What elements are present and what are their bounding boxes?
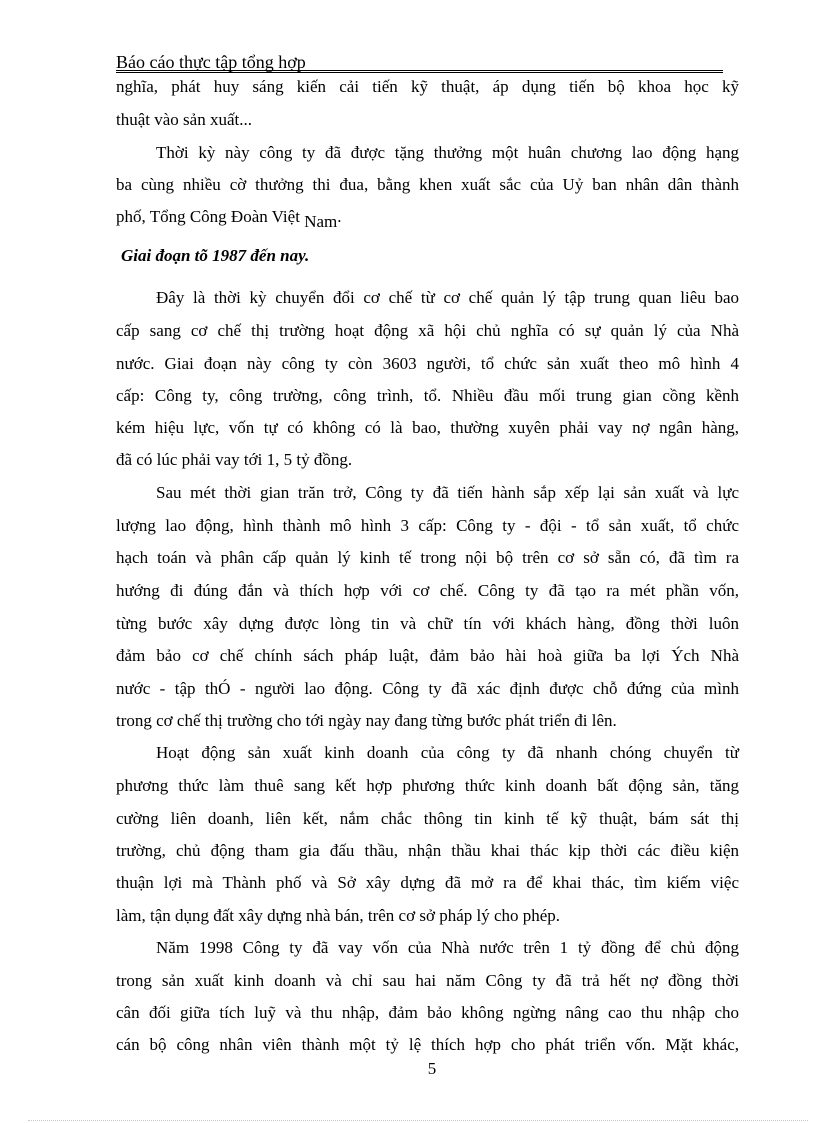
footer-dotted-rule	[28, 1120, 808, 1121]
text-line: Hoạt động sản xuất kinh doanh của công ty đã nhanh chóng chuyển từ	[156, 743, 739, 762]
text-line: cấp: Công ty, công trường, công trình, tổ. Nhiều đầu mối trung gian cồng kềnh	[116, 386, 739, 405]
text-line: Đây là thời kỳ chuyển đổi cơ chế từ cơ chế quản lý tập trung quan liêu bao	[156, 288, 739, 307]
text-line: thuận lợi mà Thành phố và Sở xây dựng đã mở ra để khai thác, tìm kiếm việc	[116, 873, 739, 892]
text-line: đã có lúc phải vay tới 1, 5 tỷ đồng.	[116, 450, 353, 469]
subscript-word: Nam	[304, 212, 338, 231]
text-line: nước - tập thÓ - người lao động. Công ty đã xác định được chỗ đứng của mình	[116, 679, 739, 698]
text-line: làm, tận dụng đất xây dựng nhà bán, trên cơ sở pháp lý cho phép.	[116, 906, 561, 925]
text-line: thuật vào sản xuất...	[116, 110, 252, 129]
text-line-with-subscript	[116, 206, 739, 231]
text-line: cấp sang cơ chế thị trường hoạt động xã hội chủ nghĩa có sự quản lý của Nhà	[116, 321, 739, 340]
text-line: nghĩa, phát huy sáng kiến cải tiến kỹ thuật, áp dụng tiến bộ khoa học kỹ	[116, 77, 739, 96]
text-line: cán bộ công nhân viên thành một tỷ lệ thích hợp cho phát triển vốn. Mặt khác,	[116, 1035, 739, 1054]
text-line: nước. Giai đoạn này công ty còn 3603 người, tổ chức sản xuất theo mô hình 4	[116, 354, 739, 373]
text-line: Thời kỳ này công ty đã được tặng thưởng một huân chương lao động hạng	[156, 143, 739, 162]
text-line: trong cơ chế thị trường cho tới ngày nay đang từng bước phát triển đi lên.	[116, 711, 617, 730]
text-line: hướng đi đúng đắn và thích hợp với cơ chế. Công ty đã tạo ra mét phần vốn,	[116, 581, 739, 600]
text-fragment: phố, Tổng Công Đoàn Việt	[116, 207, 300, 226]
text-line: kém hiệu lực, vốn tự có không có là bao, thường xuyên phải vay nợ ngân hàng,	[116, 418, 739, 437]
section-heading: Giai đoạn tõ 1987 đến nay.	[121, 246, 310, 265]
text-line: phương thức làm thuê sang kết hợp phương thức kinh doanh bất động sản, tăng	[116, 776, 739, 795]
text-line: cân đối giữa tích luỹ và thu nhập, đảm bảo không ngừng nâng cao thu nhập cho	[116, 1003, 739, 1022]
text-line: hạch toán và phân cấp quản lý kinh tế trong nội bộ trên cơ sở sẵn có, đã tìm ra	[116, 548, 739, 567]
text-line: cường liên doanh, liên kết, nắm chắc thông tin kinh tế kỹ thuật, bám sát thị	[116, 809, 739, 828]
text-line: từng bước xây dựng được lòng tin và chữ tín với khách hàng, đồng thời luôn	[116, 614, 739, 633]
text-line: trường, chủ động tham gia đấu thầu, nhận thầu khai thác kịp thời các điều kiện	[116, 841, 739, 860]
text-line: ba cùng nhiều cờ thưởng thi đua, bằng khen xuất sắc của Uỷ ban nhân dân thành	[116, 175, 739, 194]
page-number: 5	[427, 1059, 437, 1078]
text-line: Năm 1998 Công ty đã vay vốn của Nhà nước trên 1 tỷ đồng để chủ động	[156, 938, 739, 957]
text-line: Sau mét thời gian trăn trở, Công ty đã tiến hành sắp xếp lại sản xuất và lực	[156, 483, 739, 502]
text-line: trong sản xuất kinh doanh và chỉ sau hai năm Công ty đã trả hết nợ đồng thời	[116, 971, 739, 990]
period: .	[337, 207, 342, 226]
text-line: đảm bảo cơ chế chính sách pháp luật, đảm bảo hài hoà giữa ba lợi Ých Nhà	[116, 646, 739, 665]
page-header-title: Báo cáo thực tập tổng hợp	[116, 52, 306, 72]
header-rule	[116, 70, 723, 73]
text-line: lượng lao động, hình thành mô hình 3 cấp: Công ty - đội - tổ sản xuất, tổ chức	[116, 516, 739, 535]
